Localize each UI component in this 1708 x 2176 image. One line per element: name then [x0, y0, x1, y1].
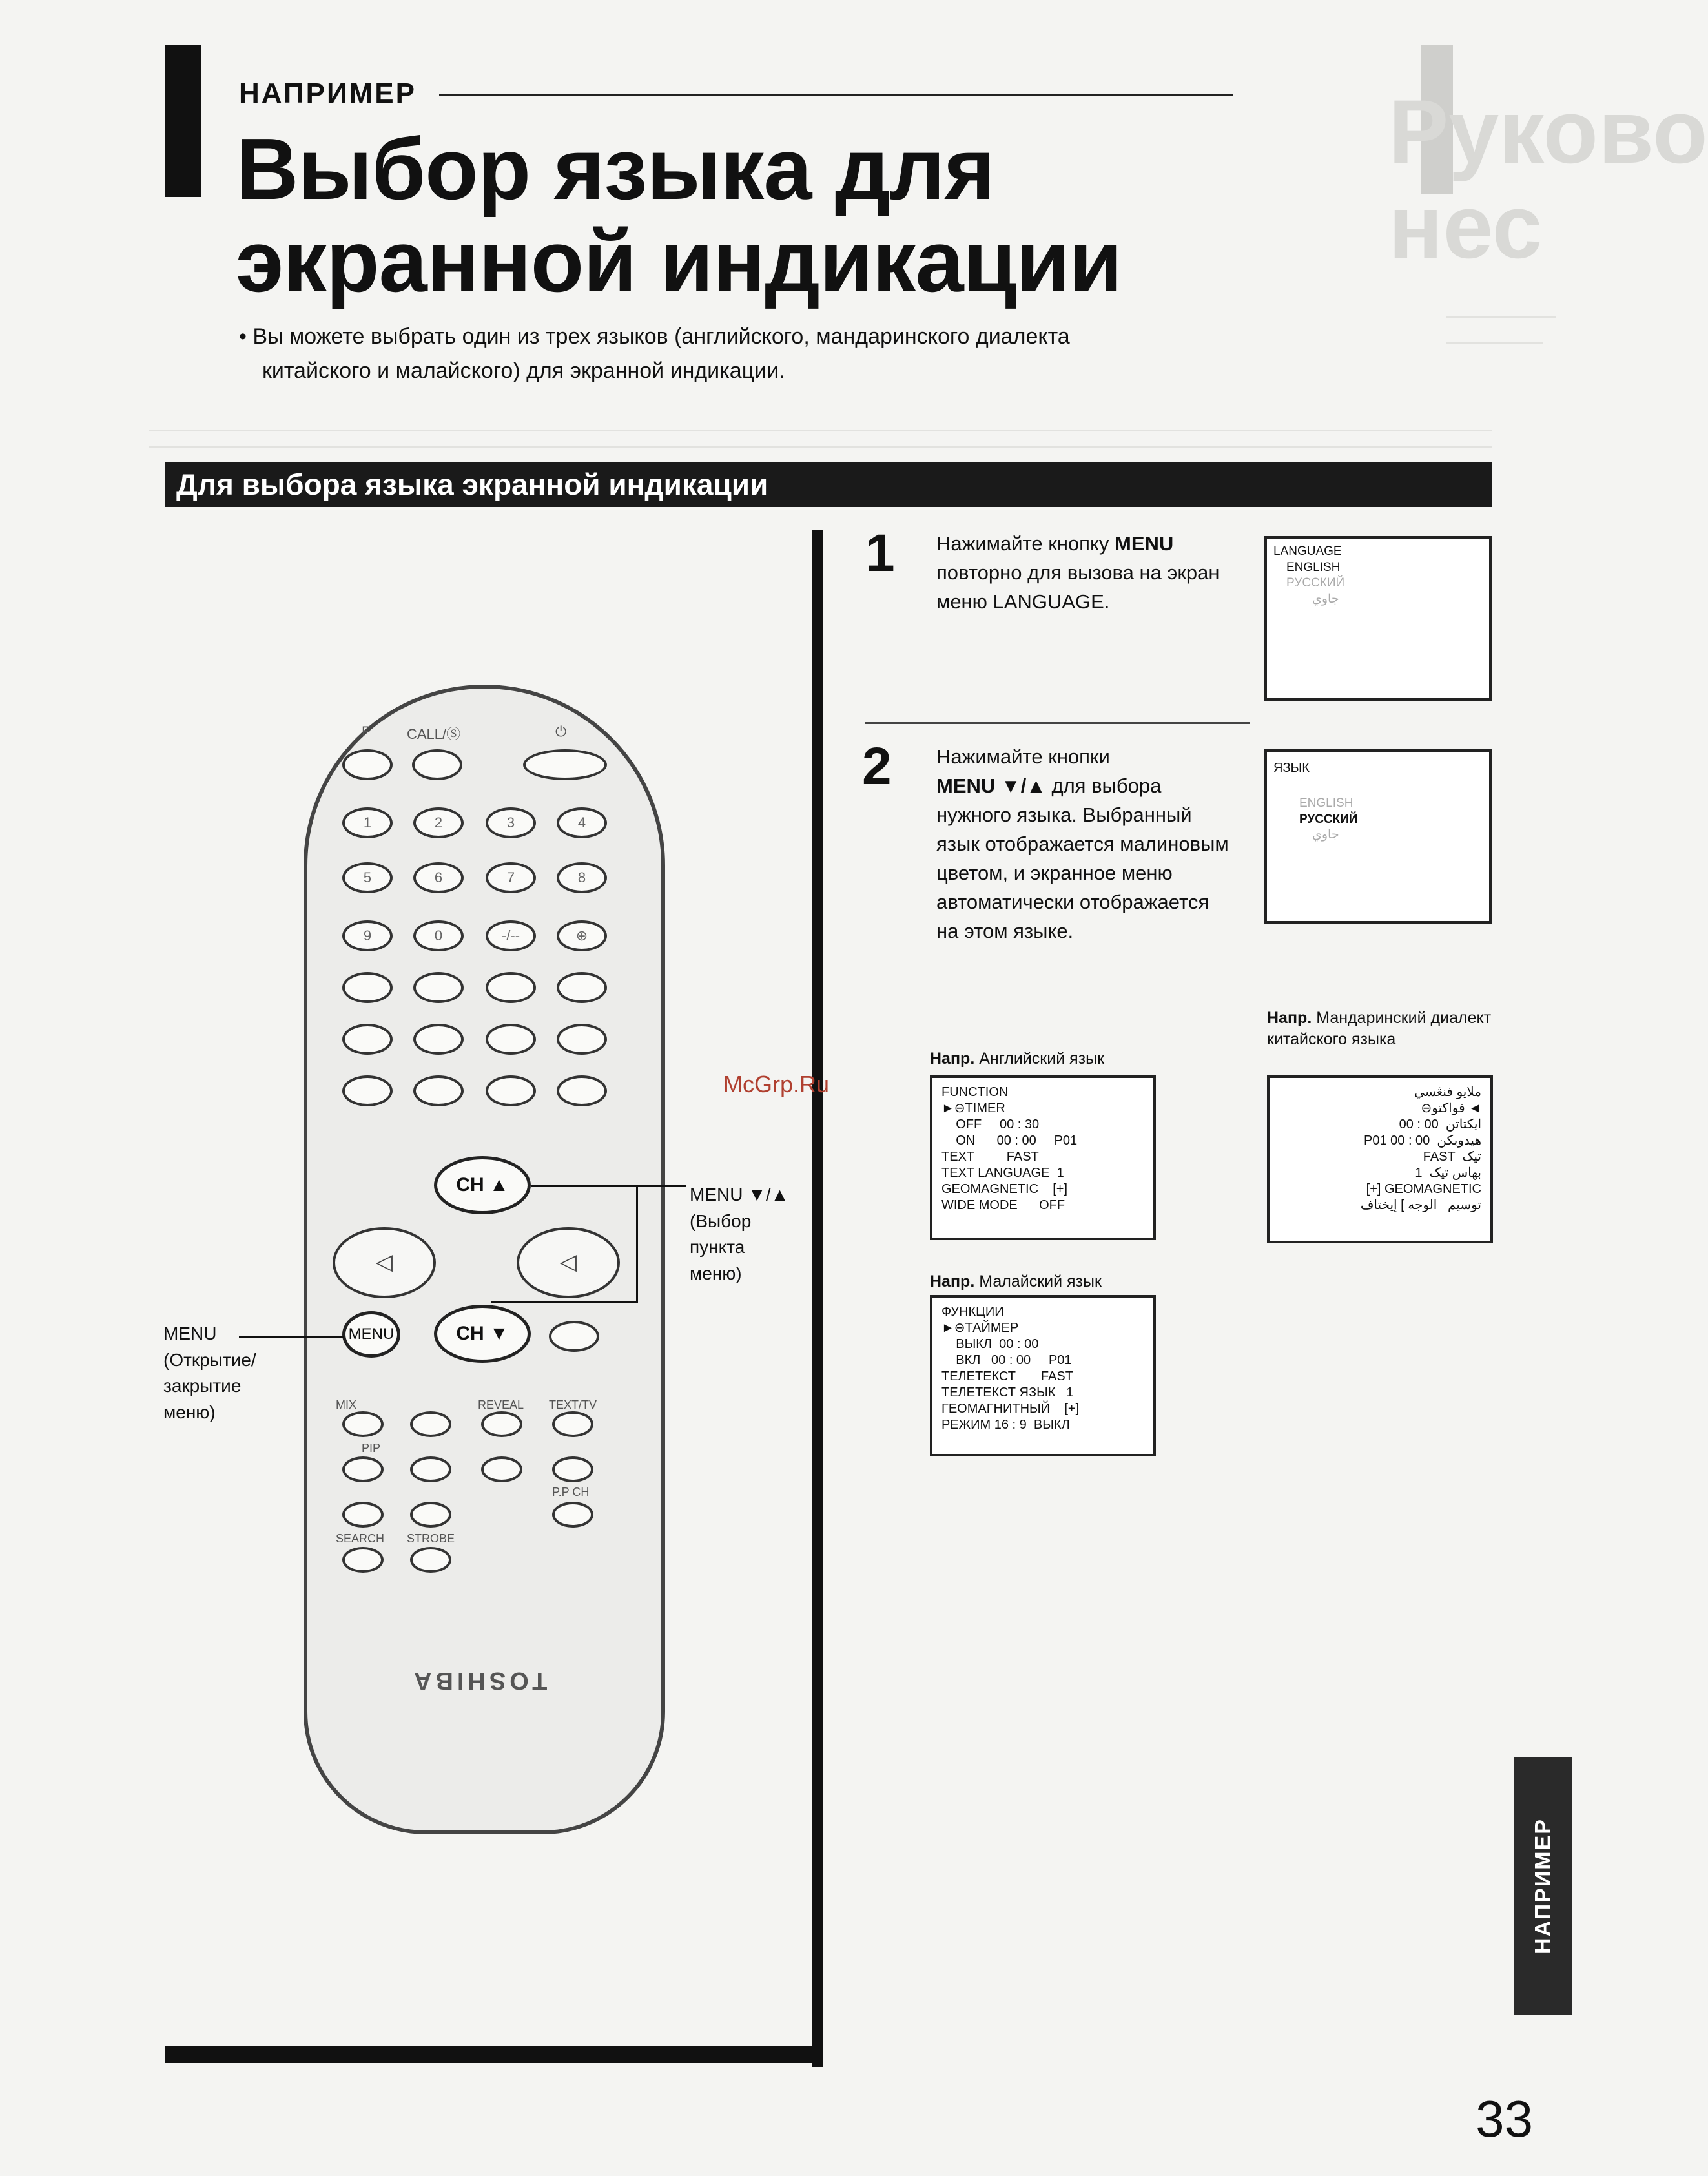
- remote-button-3[interactable]: 3: [486, 807, 536, 838]
- malay-menu-row: ВКЛ 00 : 00 P01: [941, 1353, 1072, 1367]
- remote-button-blue[interactable]: [557, 1075, 607, 1106]
- step2-screen-item-malay: جاوي: [1312, 828, 1339, 842]
- remote-button-pip-3[interactable]: [481, 1456, 522, 1482]
- remote-button-6[interactable]: 6: [413, 862, 464, 893]
- callout-menu-nav-line3: пункта: [690, 1237, 745, 1258]
- malay-caption-text: Малайский язык: [979, 1272, 1102, 1290]
- mandarin-caption-bold: Напр.: [1267, 1009, 1312, 1027]
- page-title: [236, 120, 1122, 311]
- malay-menu-row: ТЕЛЕТЕКСТ FAST: [941, 1369, 1073, 1383]
- volume-up-button[interactable]: ◁: [517, 1227, 620, 1298]
- english-menu-row: WIDE MODE OFF: [941, 1198, 1065, 1212]
- remote-label-reveal: REVEAL: [478, 1398, 524, 1411]
- step2-screen: [1264, 749, 1492, 924]
- intro-text: [239, 320, 1272, 388]
- remote-button-green[interactable]: [413, 1075, 464, 1106]
- remote-button-7[interactable]: 7: [486, 862, 536, 893]
- side-tab: [1514, 1757, 1572, 2015]
- malay-caption-bold: Напр.: [930, 1272, 975, 1290]
- step1-text-rest: повторно для вызова на экран меню LANGUAGE.: [936, 561, 1220, 613]
- remote-button-f[interactable]: [342, 749, 393, 780]
- section-rule: [439, 94, 1233, 96]
- menu-button[interactable]: MENU: [342, 1311, 400, 1358]
- step2-text: [936, 743, 1233, 946]
- remote-button-text-tv[interactable]: [552, 1411, 593, 1437]
- mandarin-example-caption: [1267, 1008, 1499, 1050]
- remote-button-b[interactable]: [413, 1024, 464, 1055]
- ghost-title: [1388, 81, 1708, 277]
- malay-menu-row: ФУНКЦИИ: [941, 1305, 1004, 1319]
- title-line1: Выбор языка для: [236, 120, 995, 218]
- mandarin-menu-row: P01 00 : 00 هيدوبکن: [1364, 1134, 1481, 1148]
- remote-button-call[interactable]: [412, 749, 462, 780]
- callout-line: [636, 1185, 638, 1301]
- step1-text-bold: MENU: [1115, 532, 1174, 555]
- step2-number: 2: [862, 737, 892, 796]
- remote-button-pip-2[interactable]: [410, 1456, 451, 1482]
- remote-button-5[interactable]: 5: [342, 862, 393, 893]
- ghost-title-line2: нес: [1388, 176, 1543, 277]
- step1-screen-item-english: ENGLISH: [1286, 560, 1341, 574]
- remote-button-swap[interactable]: [410, 1502, 451, 1528]
- ghost-line: [1446, 342, 1543, 344]
- step2-screen-item-english: ENGLISH: [1299, 796, 1353, 810]
- mandarin-menu-row: [+] GEOMAGNETIC: [1366, 1182, 1481, 1196]
- remote-label-strobe: STROBE: [407, 1532, 455, 1545]
- remote-button-still[interactable]: [342, 1502, 384, 1528]
- remote-button-pp-up[interactable]: [552, 1456, 593, 1482]
- ghost-title-line1: Руково: [1388, 81, 1708, 182]
- page-number: 33: [1476, 2090, 1533, 2148]
- intro-line1: • Вы можете выбрать один из трех языков (английского, мандаринского диалекта: [239, 324, 1070, 349]
- english-caption-text: Английский язык: [979, 1050, 1105, 1068]
- step1-number: 1: [865, 524, 895, 583]
- remote-button-reveal[interactable]: [481, 1411, 522, 1437]
- step1-screen-item-malay: جاوي: [1312, 592, 1339, 606]
- english-menu-row: ON 00 : 00 P01: [941, 1134, 1078, 1148]
- malay-menu-screen: [930, 1295, 1156, 1456]
- remote-button-pp-down[interactable]: [552, 1502, 593, 1528]
- mandarin-menu-row: توسيم الوجه ] إيختاف: [1360, 1198, 1481, 1212]
- side-tab-label: НАПРИМЕР: [1530, 1818, 1556, 1954]
- section-label: НАПРИМЕР: [239, 78, 417, 109]
- callout-line: [531, 1185, 686, 1187]
- remote-button-red[interactable]: [342, 1075, 393, 1106]
- step1-screen: [1264, 536, 1492, 701]
- remote-button-strobe[interactable]: [410, 1547, 451, 1573]
- malay-menu-row: ►⊖ТАЙМЕР: [941, 1321, 1019, 1335]
- step1-screen-item-russian: РУССКИЙ: [1286, 576, 1345, 590]
- watermark: McGrp.Ru: [723, 1071, 830, 1097]
- remote-button-8[interactable]: 8: [557, 862, 607, 893]
- remote-button-mix[interactable]: [342, 1411, 384, 1437]
- callout-menu-open-line3: закрытие: [163, 1376, 242, 1396]
- remote-label-text-tv: TEXT/TV: [549, 1398, 597, 1411]
- callout-line: [491, 1301, 638, 1303]
- column-divider: [812, 530, 823, 2067]
- step2-text-bold: MENU ▼/▲: [936, 774, 1046, 797]
- remote-button-2[interactable]: 2: [413, 807, 464, 838]
- english-caption-bold: Напр.: [930, 1050, 975, 1068]
- english-menu-row: TEXT LANGUAGE 1: [941, 1166, 1064, 1180]
- bottom-rule: [165, 2046, 823, 2063]
- remote-label-mix: MIX: [336, 1398, 357, 1411]
- ghost-line: [1446, 316, 1556, 318]
- malay-menu-row: РЕЖИМ 16 : 9 ВЫКЛ: [941, 1418, 1070, 1432]
- remote-button-picture[interactable]: [342, 972, 393, 1003]
- mandarin-menu-row: 1 بهاس تيک: [1415, 1166, 1481, 1180]
- remote-button-search[interactable]: [342, 1547, 384, 1573]
- mandarin-menu-row: ملايو فنڠسي: [1414, 1085, 1481, 1099]
- remote-button-hold[interactable]: [410, 1411, 451, 1437]
- callout-menu-open-line4: меню): [163, 1402, 216, 1422]
- step2-screen-title: ЯЗЫК: [1273, 761, 1310, 775]
- mandarin-menu-row: FAST تيک: [1423, 1150, 1481, 1164]
- english-menu-row: ►⊖TIMER: [941, 1101, 1005, 1115]
- english-menu-row: OFF 00 : 30: [941, 1117, 1040, 1132]
- remote-button-mute[interactable]: [557, 972, 607, 1003]
- callout-menu-nav-line4: меню): [690, 1263, 742, 1283]
- mandarin-caption-text: Мандаринский диалект китайского языка: [1267, 1009, 1492, 1048]
- remote-button-yellow[interactable]: [486, 1075, 536, 1106]
- remote-button-pip[interactable]: [342, 1456, 384, 1482]
- callout-menu-nav-line2: (Выбор: [690, 1210, 752, 1231]
- step1-text-prefix: Нажимайте кнопку: [936, 532, 1115, 555]
- title-line2: экранной индикации: [236, 212, 1122, 311]
- malay-example-caption: [930, 1271, 1102, 1292]
- callout-menu-open-line2: (Открытие/: [163, 1349, 256, 1370]
- remote-button-a[interactable]: [342, 1024, 393, 1055]
- remote-button-4[interactable]: 4: [557, 807, 607, 838]
- remote-button-recall[interactable]: [549, 1321, 599, 1352]
- step2-screen-item-russian: РУССКИЙ: [1299, 812, 1358, 826]
- step-separator: [865, 722, 1250, 724]
- remote-button-dash[interactable]: -/--: [486, 920, 536, 951]
- remote-button-plus[interactable]: ⊕: [557, 920, 607, 951]
- ch-down-button[interactable]: CH ▼: [434, 1305, 531, 1363]
- english-example-caption: [930, 1048, 1104, 1070]
- remote-label-search: SEARCH: [336, 1532, 385, 1545]
- callout-menu-open: [163, 1321, 256, 1425]
- callout-menu-open-line1: MENU: [163, 1323, 217, 1343]
- ghost-line: [149, 446, 1492, 448]
- mandarin-menu-row: ⊖فواکتو ◄: [1421, 1101, 1481, 1115]
- ch-up-button[interactable]: CH ▲: [434, 1156, 531, 1214]
- callout-menu-nav: [690, 1182, 788, 1287]
- intro-line2: китайского и малайского) для экранной индикации.: [262, 358, 785, 383]
- step2-text-rest: для выбора нужного языка. Выбранный язык отображается малиновым цветом, и экранное меню автоматически отображается на этом языке.: [936, 774, 1229, 942]
- remote-label-ppch: P.P CH: [552, 1486, 590, 1498]
- remote-button-screen[interactable]: [413, 972, 464, 1003]
- header-accent-bar: [165, 45, 201, 197]
- step2-text-prefix: Нажимайте кнопки: [936, 745, 1110, 768]
- remote-button-sound[interactable]: [486, 972, 536, 1003]
- ghost-line: [149, 430, 1492, 431]
- remote-label-f: F: [362, 723, 371, 740]
- remote-label-power: ⏻: [555, 723, 567, 740]
- remote-label-pip: PIP: [362, 1442, 381, 1455]
- remote-button-power[interactable]: [523, 749, 607, 780]
- volume-down-button[interactable]: ◁: [333, 1227, 436, 1298]
- remote-button-c[interactable]: [486, 1024, 536, 1055]
- english-menu-screen: [930, 1075, 1156, 1240]
- remote-button-9[interactable]: 9: [342, 920, 393, 951]
- mandarin-menu-screen: [1267, 1075, 1493, 1243]
- remote-button-d[interactable]: [557, 1024, 607, 1055]
- step1-text: [936, 530, 1233, 617]
- brand-logo: TOSHIBA: [410, 1667, 548, 1694]
- remote-button-1[interactable]: 1: [342, 807, 393, 838]
- english-menu-row: FUNCTION: [941, 1085, 1009, 1099]
- malay-menu-row: ТЕЛЕТЕКСТ ЯЗЫК 1: [941, 1385, 1074, 1400]
- english-menu-row: GEOMAGNETIC [+]: [941, 1182, 1068, 1196]
- step1-screen-title: LANGUAGE: [1273, 544, 1342, 558]
- english-menu-row: TEXT FAST: [941, 1150, 1039, 1164]
- malay-menu-row: ВЫКЛ 00 : 00: [941, 1337, 1039, 1351]
- remote-label-call: CALL/Ⓢ: [407, 726, 461, 742]
- callout-menu-nav-line1: MENU ▼/▲: [690, 1185, 789, 1205]
- mandarin-menu-row: 00 : 00 ايکتاتن: [1399, 1117, 1481, 1132]
- remote-button-0[interactable]: 0: [413, 920, 464, 951]
- section-heading-bar: Для выбора языка экранной индикации: [165, 462, 1492, 507]
- malay-menu-row: ГЕОМАГНИТНЫЙ [+]: [941, 1402, 1080, 1416]
